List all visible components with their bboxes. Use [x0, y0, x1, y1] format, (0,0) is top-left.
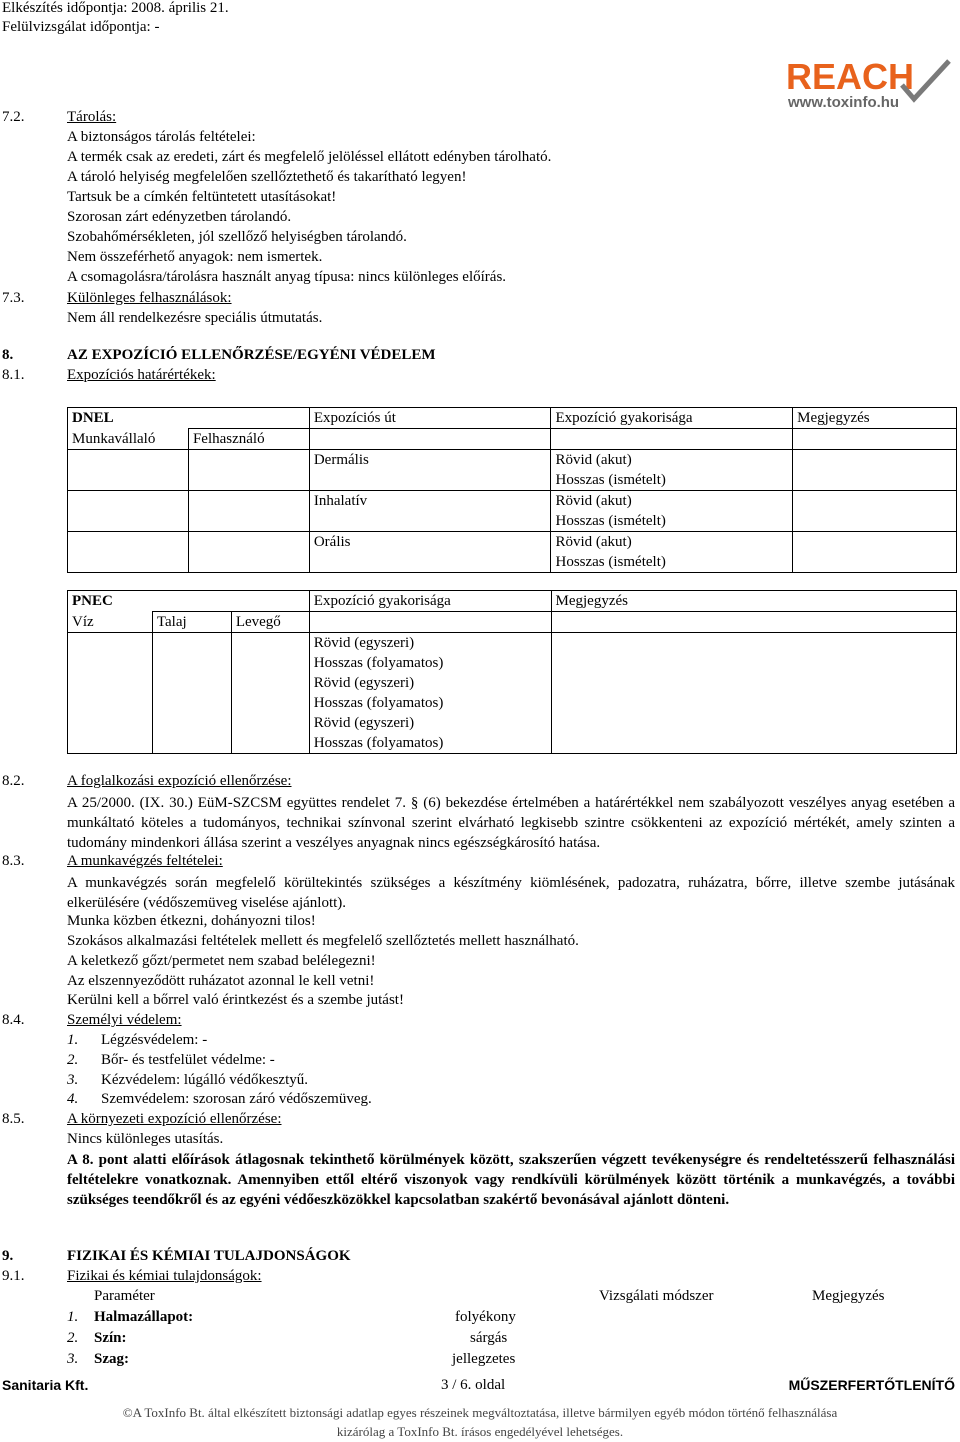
parameter-header: Paraméter [94, 1288, 155, 1304]
list-item: Légzésvédelem: - [101, 1032, 208, 1048]
section-8-1-title: Expozíciós határértékek: [67, 367, 216, 383]
footer-page: 3 / 6. oldal [441, 1377, 506, 1393]
freq-cell: Hosszas (folyamatos) [309, 653, 551, 673]
s85-line: Nincs különleges utasítás. [67, 1131, 224, 1147]
section-9-title: FIZIKAI ÉS KÉMIAI TULAJDONSÁGOK [67, 1248, 351, 1264]
table-row [68, 591, 957, 612]
property-number: 2. [67, 1330, 79, 1346]
footer-copyright: ©A ToxInfo Bt. által elkészített biztonsági adatlap egyes részeinek megváltoztatása, illetve bármilyen egyéb módon történő felhasználása [122, 1405, 838, 1420]
section-8-3-title: A munkavégzés feltételei: [67, 853, 223, 869]
list-item: Szemvédelem: szorosan záró védőszemüveg. [101, 1091, 372, 1107]
pnec-frequency-header: Expozíció gyakorisága [309, 591, 551, 612]
section-7-3-number: 7.3. [2, 290, 25, 306]
method-header: Vizsgálati módszer [599, 1288, 714, 1304]
section-7-3-title: Különleges felhasználások: [67, 290, 232, 306]
property-name: Szag: [94, 1351, 129, 1367]
frequency-header: Expozíció gyakorisága [551, 408, 793, 429]
s73-line: Nem áll rendelkezésre speciális útmutatás. [67, 310, 323, 326]
property-value: jellegzetes [452, 1351, 516, 1367]
section-9-number: 9. [2, 1248, 14, 1264]
s72-line: A termék csak az eredeti, zárt és megfelelő jelöléssel ellátott edényben tárolható. [67, 149, 552, 165]
s72-line: A biztonságos tárolás feltételei: [67, 129, 256, 145]
section-8-4-title: Személyi védelem: [67, 1012, 182, 1028]
section-8-2-number: 8.2. [2, 773, 25, 789]
reach-logo [784, 55, 954, 113]
worker-header: Munkavállaló [68, 429, 189, 450]
section-9-1-title: Fizikai és kémiai tulajdonságok: [67, 1268, 262, 1284]
table-row [68, 612, 957, 633]
section-8-5-title: A környezeti expozíció ellenőrzése: [67, 1111, 282, 1127]
property-value: folyékony [455, 1309, 516, 1325]
s83-line: Munka közben étkezni, dohányozni tilos! [67, 913, 316, 929]
freq-cell: Rövid (egyszeri) [309, 633, 551, 654]
s83-line: A keletkező gőzt/permetet nem szabad belélegezni! [67, 953, 376, 969]
property-name: Szín: [94, 1330, 127, 1346]
freq-cell: Rövid (egyszeri) [309, 673, 551, 693]
s72-line: Nem összeférhető anyagok: nem ismertek. [67, 249, 323, 265]
s72-line: Szobahőmérsékleten, jól szellőző helyiségben tárolandó. [67, 229, 407, 245]
property-number: 1. [67, 1309, 79, 1325]
freq-cell: Rövid (akut) [551, 450, 793, 471]
s72-line: A csomagolásra/tárolásra használt anyag típusa: nincs különleges előírás. [67, 269, 507, 285]
route-cell: Dermális [309, 450, 551, 491]
section-8-4-number: 8.4. [2, 1012, 25, 1028]
freq-cell: Hosszas (folyamatos) [309, 693, 551, 713]
s82-text: A 25/2000. (IX. 30.) EüM-SZCSM együttes rendelet 7. § (6) bekezdése értelmében a határértékkel nem szabályozott veszélyes anyag esetében a munkáltató köteles a tudományos, technikai színvonal szerint elvárható legkisebb szintre csökkenteni az expozíció mértékét, amely szinten a tudomány mindenkori állása szerint a veszélyes anyagnak nincs egészségkárosító hatása. [67, 795, 955, 851]
footer-company: Sanitaria Kft. [2, 1377, 89, 1393]
property-value: sárgás [470, 1330, 508, 1346]
freq-cell: Rövid (egyszeri) [309, 713, 551, 733]
s72-line: Tartsuk be a címkén feltüntetett utasításokat! [67, 189, 337, 205]
section-8-2-title: A foglalkozási expozíció ellenőrzése: [67, 773, 292, 789]
section-8-number: 8. [2, 347, 14, 363]
revision-date: Felülvizsgálat időpontja: - [2, 19, 160, 35]
s83-line: Szokásos alkalmazási feltételek mellett és megfelelő szellőztetés mellett használható. [67, 933, 579, 949]
list-item: Bőr- és testfelület védelme: - [101, 1052, 275, 1068]
list-item-number: 3. [67, 1072, 79, 1088]
water-header: Víz [68, 612, 153, 633]
list-item-number: 1. [67, 1032, 79, 1048]
footer-product: MŰSZERFERTŐTLENÍTŐ [788, 1377, 955, 1393]
section-8-5-number: 8.5. [2, 1111, 25, 1127]
section-7-2-number: 7.2. [2, 109, 25, 125]
freq-cell: Hosszas (folyamatos) [309, 733, 551, 754]
prepared-date: Elkészítés időpontja: 2008. április 21. [2, 0, 229, 16]
s83-text: A munkavégzés során megfelelő körültekintés szükséges a készítmény kiömlésének, padozatra, ruházatra, bőrre, illetve szembe jutásának elkerülésére (védőszemüveg viselése ajánlott). [67, 875, 955, 911]
section-8-1-number: 8.1. [2, 367, 25, 383]
s83-line: Az elszennyeződött ruházatot azonnal le kell vetni! [67, 973, 375, 989]
footer-copyright: kizárólag a ToxInfo Bt. írásos engedélyével lehetséges. [336, 1424, 624, 1439]
pnec-table [67, 590, 957, 754]
freq-cell: Rövid (akut) [551, 491, 793, 512]
section-7-2-title: Tárolás: [67, 109, 117, 125]
remark-header: Megjegyzés [812, 1288, 885, 1304]
air-header: Levegő [231, 612, 309, 633]
s72-line: Szorosan zárt edényzetben tárolandó. [67, 209, 292, 225]
pnec-header: PNEC [68, 591, 310, 612]
logo-url: www.toxinfo.hu [788, 94, 900, 111]
table-row [68, 491, 957, 512]
freq-cell: Rövid (akut) [551, 532, 793, 553]
section-8-3-number: 8.3. [2, 853, 25, 869]
section-8-title: AZ EXPOZÍCIÓ ELLENŐRZÉSE/EGYÉNI VÉDELEM [67, 347, 436, 363]
freq-cell: Hosszas (ismételt) [551, 470, 793, 491]
remark-header: Megjegyzés [793, 408, 957, 429]
s85-bold-text: A 8. pont alatti előírások átlagosnak tekinthető körülmények között, szakszerűen végzett tevékenységre és rendeltetésszerű felhasználási feltételekre vonatkoznak. Amennyiben ettől eltérő viszonyok vagy rendkívüli körülmények között történik a munkavégzés, a további szükséges teendőkről és az egyéni védőeszközökkel kapcsolatban szakértő bevonásával ajánlott dönteni. [67, 1152, 955, 1208]
list-item-number: 4. [67, 1091, 79, 1107]
list-item: Kézvédelem: lúgálló védőkesztyű. [101, 1072, 309, 1088]
route-header: Expozíciós út [309, 408, 551, 429]
dnel-header: DNEL [68, 408, 310, 429]
route-cell: Orális [309, 532, 551, 573]
route-cell: Inhalatív [309, 491, 551, 532]
freq-cell: Hosszas (ismételt) [551, 552, 793, 573]
table-row [68, 408, 957, 429]
s83-line: Kerülni kell a bőrrel való érintkezést és a szembe jutást! [67, 992, 404, 1008]
pnec-remark-header: Megjegyzés [551, 591, 956, 612]
reach-logo-graphic [784, 55, 954, 113]
property-name: Halmazállapot: [94, 1309, 194, 1325]
list-item-number: 2. [67, 1052, 79, 1068]
soil-header: Talaj [152, 612, 231, 633]
dnel-table [67, 407, 957, 573]
logo-text: REACH [786, 56, 915, 97]
property-number: 3. [67, 1351, 79, 1367]
table-row [68, 532, 957, 553]
table-row [68, 429, 957, 450]
freq-cell: Hosszas (ismételt) [551, 511, 793, 532]
consumer-header: Felhasználó [188, 429, 309, 450]
table-row [68, 450, 957, 471]
s72-line: A tároló helyiség megfelelően szellőztethető és takarítható legyen! [67, 169, 467, 185]
table-row [68, 633, 957, 654]
section-9-1-number: 9.1. [2, 1268, 25, 1284]
